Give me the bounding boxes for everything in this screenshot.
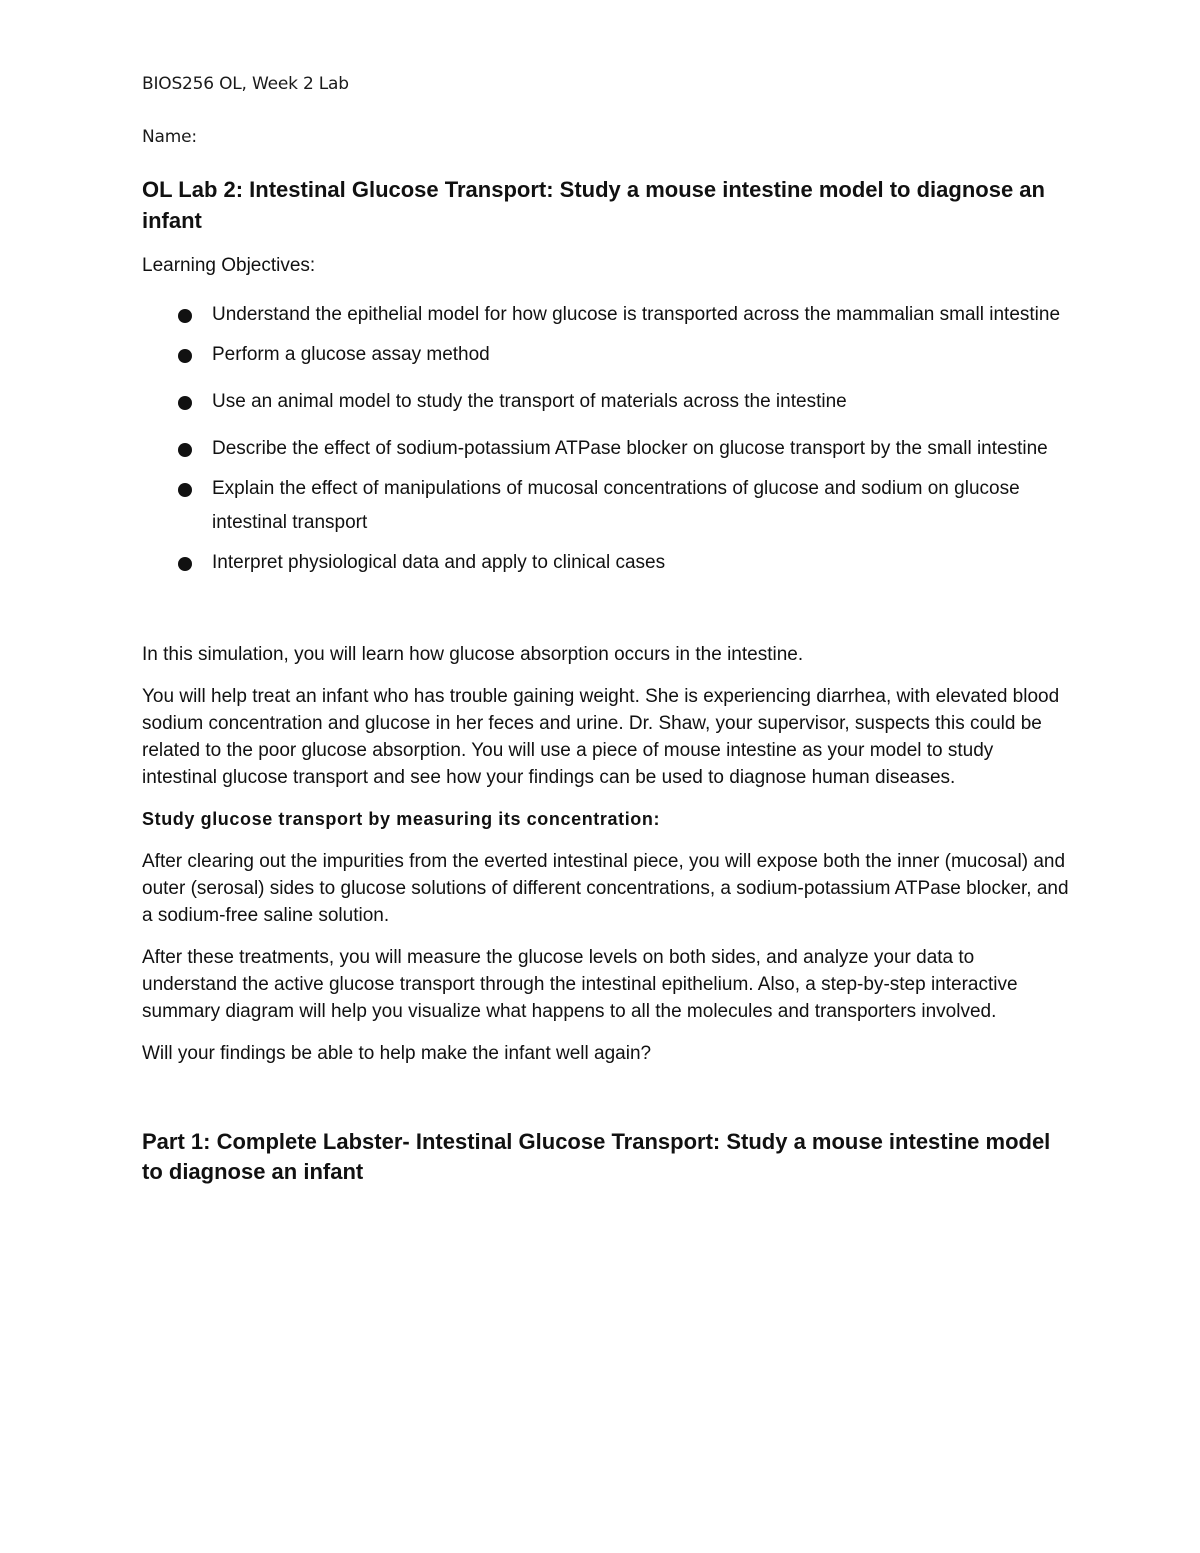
objectives-list <box>142 298 1072 580</box>
study-paragraph-1: After clearing out the impurities from the everted intestinal piece, you will expose both the inner (mucosal) and outer (serosal) sides to glucose solutions of different concentrations, a sodium-potassium ATPase blocker, and a sodium-free saline solution. <box>142 851 1069 926</box>
list-item <box>142 385 1072 419</box>
objective-text: Interpret physiological data and apply to clinical cases <box>212 552 666 573</box>
bullet-icon <box>178 396 192 410</box>
intro-paragraph: In this simulation, you will learn how glucose absorption occurs in the intestine. <box>142 644 804 665</box>
list-item <box>142 546 1072 580</box>
case-paragraph: You will help treat an infant who has trouble gaining weight. She is experiencing diarrhea, with elevated blood sodium concentration and glucose in her feces and urine. Dr. Shaw, your supervisor, suspects this could be related to the poor glucose absorption. You will use a piece of mouse intestine as your model to study intestinal glucose transport and see how your findings can be used to diagnose human diseases. <box>142 686 1060 788</box>
part1-title: Part 1: Complete Labster- Intestinal Glucose Transport: Study a mouse intestine model to diagnose an infant <box>142 1129 1051 1184</box>
document-body <box>142 174 1072 1187</box>
closing-question: Will your findings be able to help make the infant well again? <box>142 1043 652 1064</box>
name-label: Name: <box>142 127 197 147</box>
list-item <box>142 472 1072 540</box>
objective-text: Understand the epithelial model for how glucose is transported across the mammalian small intestine <box>212 304 1061 325</box>
objective-text: Perform a glucose assay method <box>212 344 490 365</box>
lab-title: OL Lab 2: Intestinal Glucose Transport: Study a mouse intestine model to diagnose an infant <box>142 177 1045 233</box>
bullet-icon <box>178 309 192 323</box>
objective-text: Explain the effect of manipulations of mucosal concentrations of glucose and sodium on glucose intestinal transport <box>212 478 1020 533</box>
objectives-label: Learning Objectives: <box>142 255 316 276</box>
objective-text: Describe the effect of sodium-potassium ATPase blocker on glucose transport by the small intestine <box>212 438 1048 459</box>
list-item <box>142 298 1072 332</box>
list-item <box>142 432 1072 466</box>
study-paragraph-2: After these treatments, you will measure the glucose levels on both sides, and analyze your data to understand the active glucose transport through the intestinal epithelium. Also, a step-by-step interactive summary diagram will help you visualize what happens to all the molecules and transporters involved. <box>142 947 1018 1022</box>
objective-text: Use an animal model to study the transport of materials across the intestine <box>212 391 847 412</box>
course-header: BIOS256 OL, Week 2 Lab <box>142 74 349 94</box>
study-heading: Study glucose transport by measuring its concentration: <box>142 809 661 829</box>
bullet-icon <box>178 483 192 497</box>
bullet-icon <box>178 349 192 363</box>
bullet-icon <box>178 443 192 457</box>
list-item <box>142 338 1072 372</box>
bullet-icon <box>178 557 192 571</box>
